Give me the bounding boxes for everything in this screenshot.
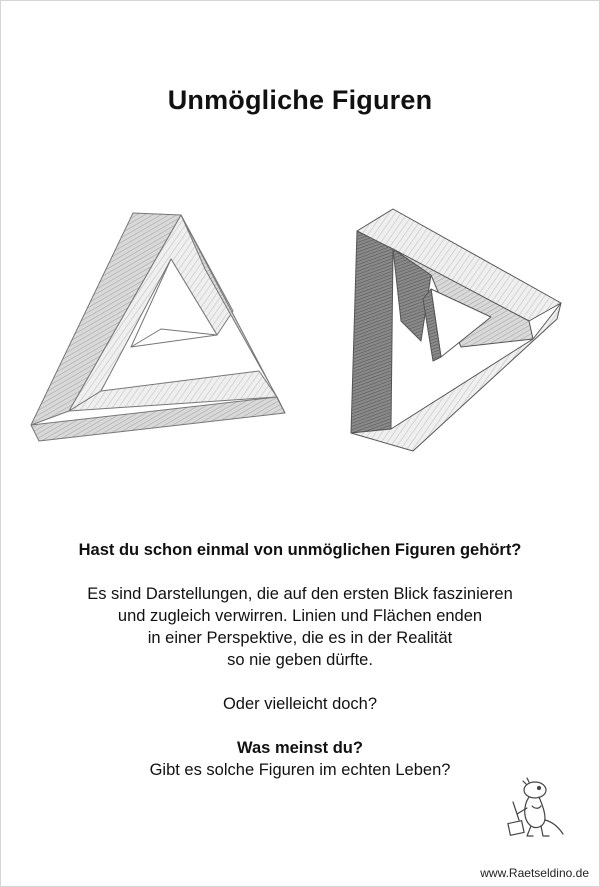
figures-area — [21, 189, 581, 459]
footer-url[interactable]: www.Raetseldino.de — [480, 866, 589, 880]
page-title: Unmögliche Figuren — [167, 85, 433, 115]
illustrations-svg — [21, 189, 581, 459]
closing-line: Gibt es solche Figuren im echten Leben? — [149, 761, 451, 779]
impossible-triangle-right — [351, 209, 561, 451]
dino-logo-icon — [499, 776, 569, 846]
spacer — [41, 561, 559, 583]
spacer — [41, 671, 559, 693]
paragraph-line: und zugleich verwirren. Linien und Flächen enden — [117, 607, 483, 625]
body-text — [41, 539, 559, 781]
paragraph-line: Es sind Darstellungen, die auf den ersten Blick faszinieren — [87, 585, 513, 603]
follow-up-question: Oder vielleicht doch? — [222, 695, 378, 713]
spacer — [41, 715, 559, 737]
penrose-triangle-left — [31, 213, 285, 441]
closing-question: Was meinst du? — [237, 739, 363, 757]
paragraph-line: in einer Perspektive, die es in der Realität — [147, 629, 453, 647]
paragraph-line: so nie geben dürfte. — [227, 651, 373, 669]
intro-question: Hast du schon einmal von unmöglichen Figuren gehört? — [78, 541, 522, 559]
